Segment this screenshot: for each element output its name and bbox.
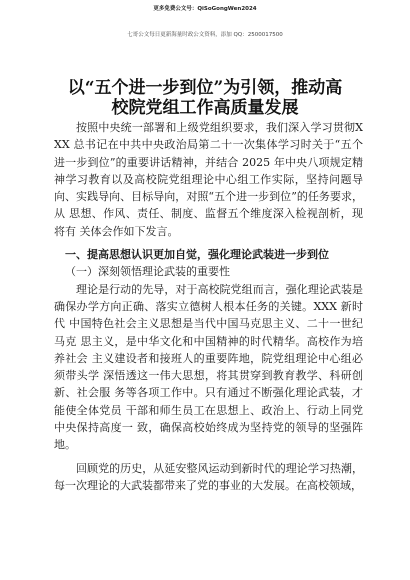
body-paragraph: 回顾党的历史，从延安整风运动到新时代的理论学习热潮，每一次理论的大武装都带来了党的事业的大发展。在高校领域，: [54, 461, 363, 492]
document-title: 以“五个进一步到位”为引领，推动高校院党组工作高质量发展: [67, 78, 343, 118]
document-body: [54, 119, 363, 494]
subsection-heading: （一）深刻领悟理论武装的重要性: [65, 265, 230, 279]
intro-paragraph: 按照中央统一部署和上级党组织要求，我们深入学习贯彻XXX 总书记在中共中央政治局第二十一次集体学习时关于“五个进一步到位”的重要讲话精神，并结合 2025 年中央八项规定精 神学习教育以及高校院党组理论中心组工作实际，坚持问题导 向、实践导向、目标导向，对照“五个进一步到位”的任务要求，从 思想、作风、责任、制度、监督五个维度深入检视剖析，现将有 关体会作如下发言。: [54, 121, 363, 238]
body-paragraph: 理论是行动的先导，对于高校院党组而言，强化理论武装是确保办学方向正确、落实立德树人根本任务的关键。XXX 新时代 中国特色社会主义思想是当代中国马克思主义、二十一世纪马克 思主义，是中华文化和中国精神的时代精华。高校作为培养社会 主义建设者和接班人的重要阵地，院党组理论中心组必须带头学 深悟透这一伟大思想，将其贯穿到教育教学、科研创新、社会服 务等各项工作中。只有通过不断强化理论武装，才能使全体党员 干部和师生员工在思想上、政治上、行动上同党中央保持高度一 致，确保高校始终成为坚持党的领导的坚强阵地。: [54, 282, 363, 452]
header-note-line: 七哥公文每日更新海量时政公文资料，添加 QQ：2500017500: [127, 32, 283, 38]
header-promo-line: 更多免费公文号：QiSoGongWen2024: [153, 6, 257, 12]
section-heading: 一、提高思想认识更加自觉，强化理论武装进一步到位: [65, 248, 329, 262]
